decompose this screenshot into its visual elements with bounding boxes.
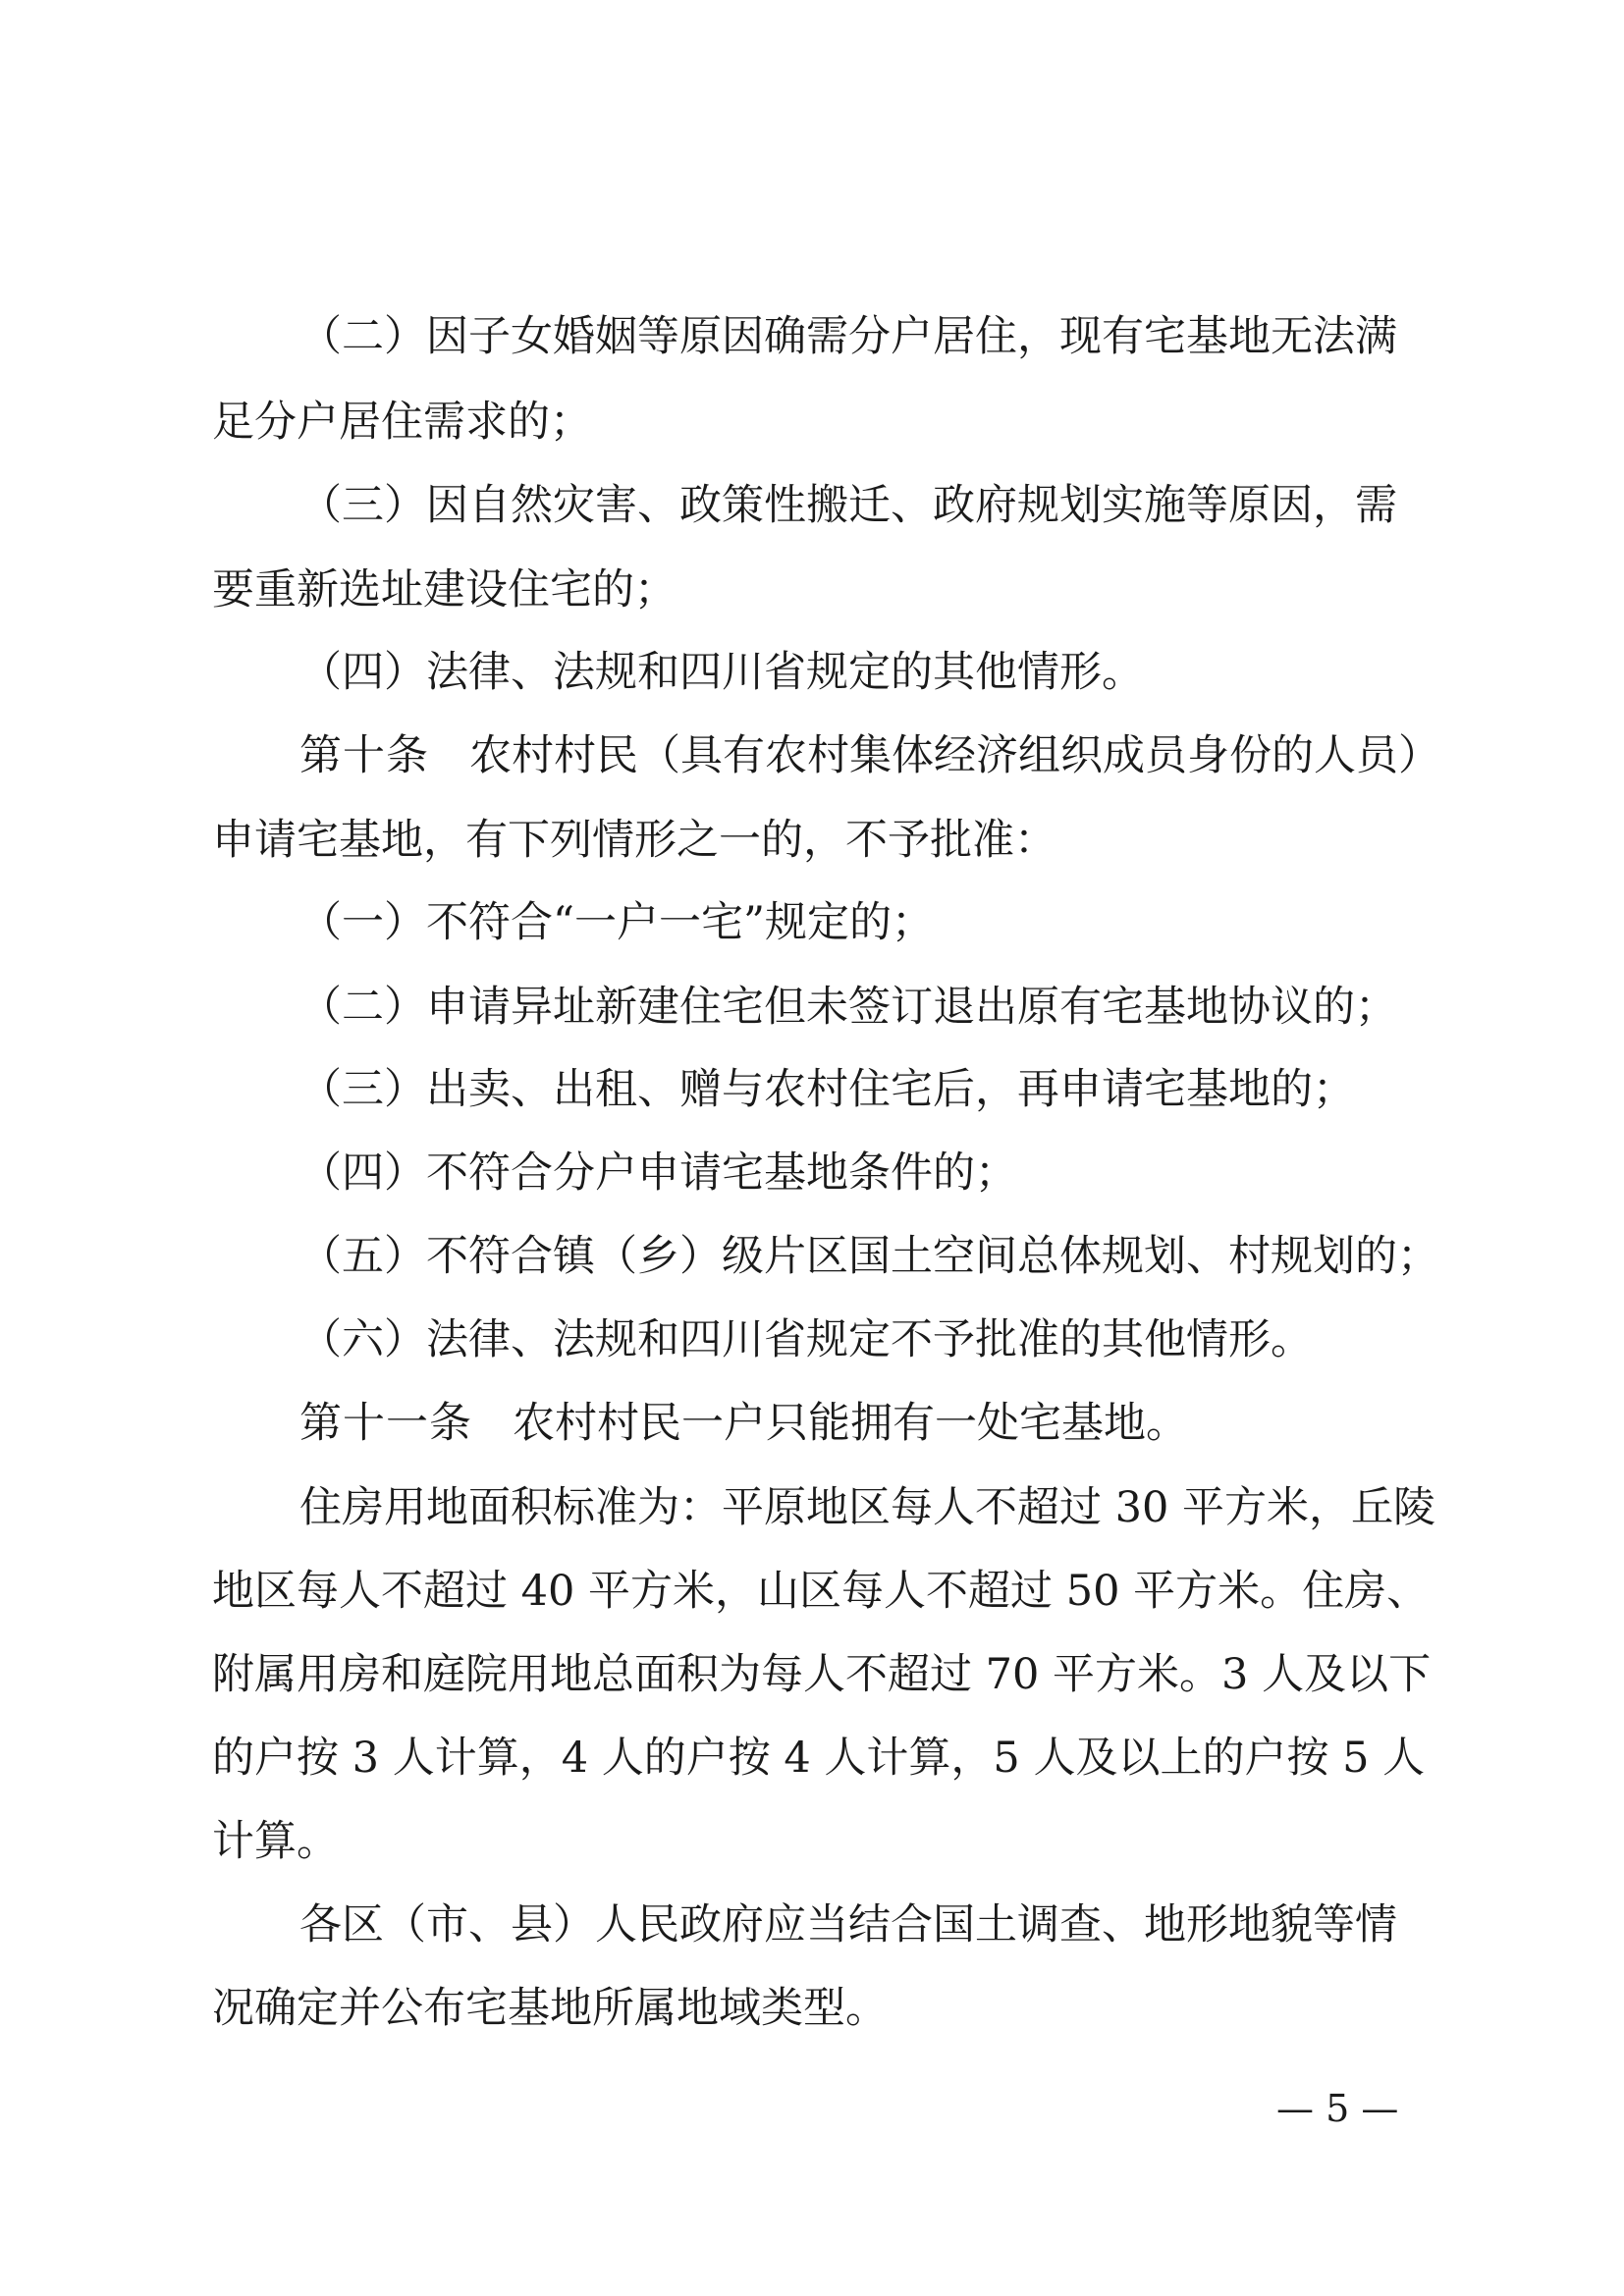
text-line: 的户按 3 人计算，4 人的户按 4 人计算，5 人及以上的户按 5 人 bbox=[212, 1734, 1426, 1783]
text-line: （四）不符合分户申请宅基地条件的； bbox=[299, 1148, 1017, 1198]
text-line: 农村村民一户只能拥有一处宅基地。 bbox=[513, 1399, 1188, 1448]
text-line: （二）申请异址新建住宅但未签订退出原有宅基地协议的； bbox=[299, 983, 1397, 1032]
text-line: （五）不符合镇（乡）级片区国土空间总体规划、村规划的； bbox=[299, 1232, 1439, 1281]
text-line: （一）不符合“一户一宅”规定的； bbox=[299, 898, 934, 947]
article-heading: 第十一条 bbox=[299, 1399, 472, 1448]
text-line: （二）因子女婚姻等原因确需分户居住，现有宅基地无法满 bbox=[299, 312, 1397, 361]
text-line: 况确定并公布宅基地所属地域类型。 bbox=[212, 1984, 888, 2033]
text-line: 附属用房和庭院用地总面积为每人不超过 70 平方米。3 人及以下 bbox=[212, 1650, 1432, 1699]
article-heading: 第十条 bbox=[299, 731, 429, 780]
page-number: — 5 — bbox=[1276, 2087, 1399, 2130]
text-line: 申请宅基地，有下列情形之一的，不予批准： bbox=[212, 816, 1056, 865]
text-line: （四）法律、法规和四川省规定的其他情形。 bbox=[299, 648, 1144, 697]
text-line: 计算。 bbox=[212, 1817, 339, 1866]
text-line: （六）法律、法规和四川省规定不予批准的其他情形。 bbox=[299, 1315, 1313, 1364]
text-line: （三）出卖、出租、赠与农村住宅后，再申请宅基地的； bbox=[299, 1065, 1355, 1114]
text-line: 要重新选址建设住宅的； bbox=[212, 565, 677, 614]
text-line: 地区每人不超过 40 平方米，山区每人不超过 50 平方米。住房、 bbox=[212, 1567, 1430, 1616]
text-line: 各区（市、县）人民政府应当结合国土调查、地形地貌等情 bbox=[299, 1900, 1397, 1949]
text-line: 住房用地面积标准为：平原地区每人不超过 30 平方米，丘陵 bbox=[299, 1483, 1436, 1532]
text-line: 足分户居住需求的； bbox=[212, 398, 592, 447]
text-line: （三）因自然灾害、政策性搬迁、政府规划实施等原因，需 bbox=[299, 481, 1397, 530]
text-line: 农村村民（具有农村集体经济组织成员身份的人员） bbox=[469, 731, 1440, 780]
